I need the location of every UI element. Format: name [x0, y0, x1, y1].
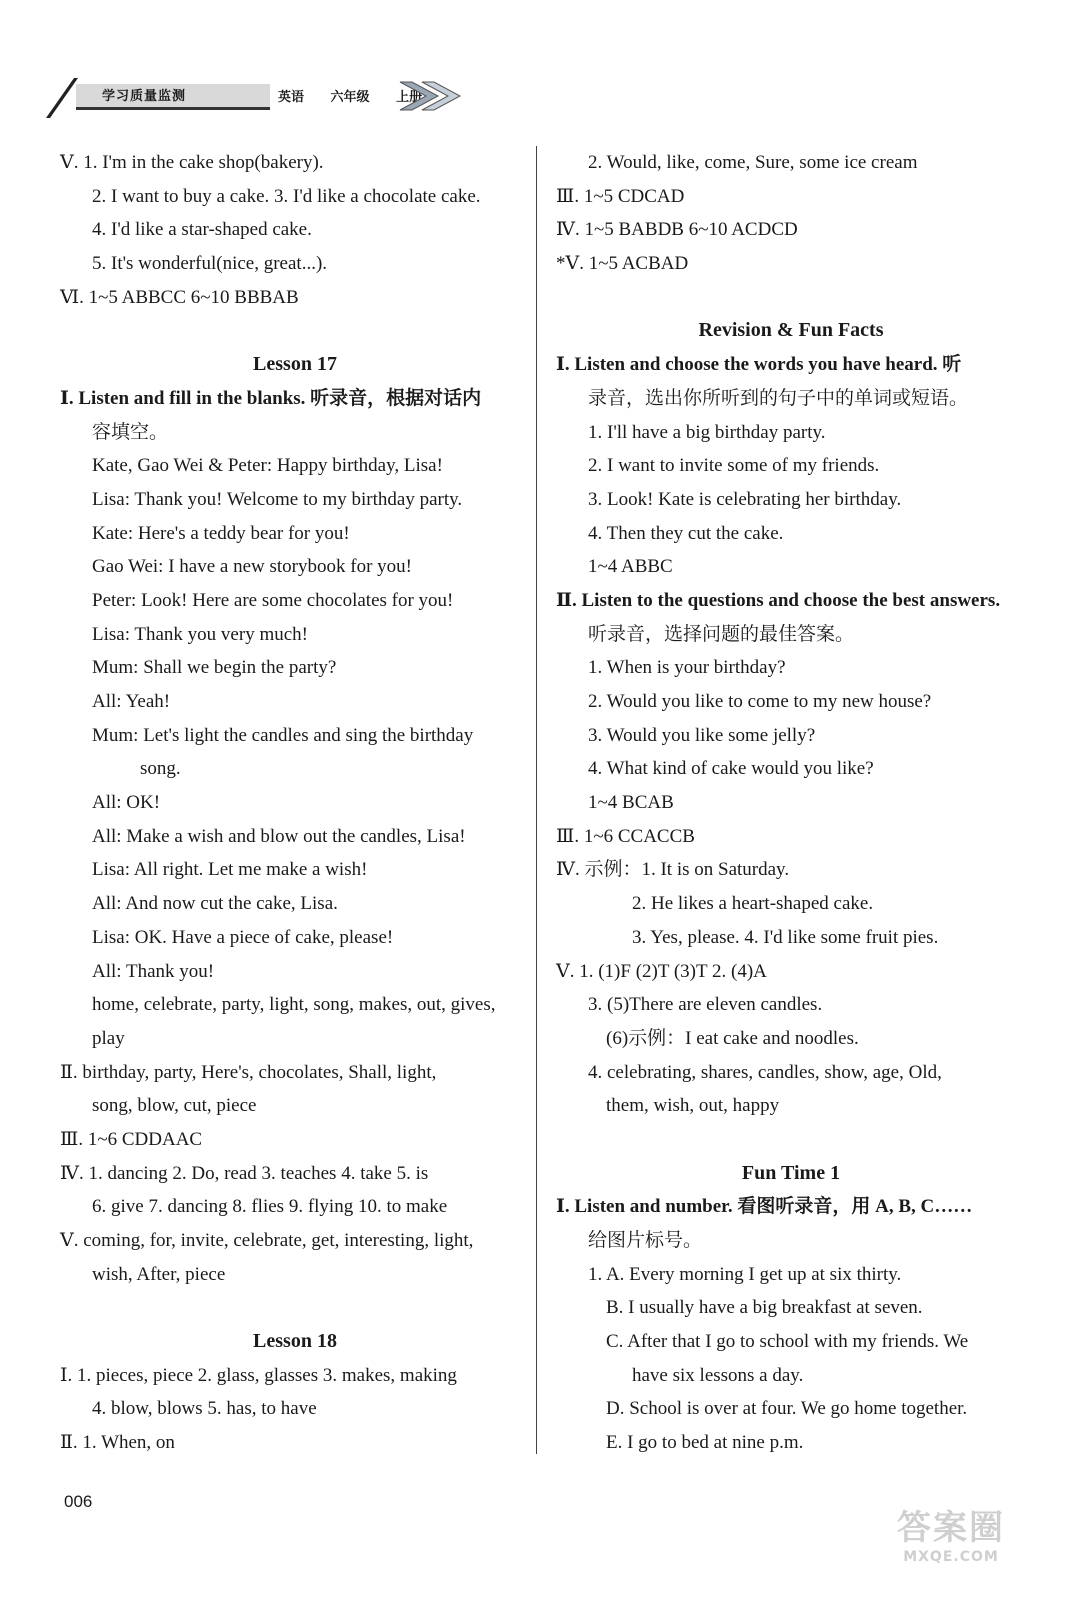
section-heading-lesson-17: Lesson 17 — [253, 353, 337, 376]
answer-line: C. After that I go to school with my friends. We — [606, 1331, 969, 1353]
section-heading-lesson-18: Lesson 18 — [253, 1330, 337, 1353]
answer-line: 4. Then they cut the cake. — [588, 522, 784, 544]
section-heading-revision: Revision & Fun Facts — [698, 319, 884, 342]
dialogue-line: All: Thank you! — [92, 960, 215, 982]
answer-line: B. I usually have a big breakfast at seven. — [606, 1297, 923, 1319]
answer-line: 3. (5)There are eleven candles. — [588, 994, 823, 1016]
answer-line: 3. Look! Kate is celebrating her birthday. — [588, 488, 902, 510]
answer-line: 1. I'll have a big birthday party. — [588, 421, 826, 443]
answer-line: have six lessons a day. — [632, 1364, 804, 1386]
answer-line: Ⅴ. 1. I'm in the cake shop(bakery). — [60, 152, 324, 173]
dialogue-line: song. — [140, 758, 181, 780]
dialogue-line: Lisa: Thank you! Welcome to my birthday party. — [92, 488, 463, 510]
dialogue-line: All: Yeah! — [92, 691, 171, 712]
subject-label: 英语 — [278, 90, 305, 105]
answer-line: 3. Yes, please. 4. I'd like some fruit pies. — [632, 926, 939, 948]
answer-line: 2. Would you like to come to my new house? — [588, 691, 932, 712]
answer-line: 1~4 BCAB — [588, 792, 674, 814]
section-heading-fun-time-1: Fun Time 1 — [741, 1161, 841, 1184]
answer-line: Ⅳ. 1~5 BABDB 6~10 ACDCD — [556, 219, 798, 241]
answer-line: Ⅳ. 示例：1. It is on Saturday. — [556, 859, 790, 881]
left-column — [60, 146, 530, 1460]
dialogue-line: Kate: Here's a teddy bear for you! — [92, 522, 350, 544]
answer-line: E. I go to bed at nine p.m. — [606, 1432, 804, 1454]
answer-line: 5. It's wonderful(nice, great...). — [92, 253, 328, 275]
dialogue-line: All: And now cut the cake, Lisa. — [92, 893, 338, 915]
answer-line: 2. I want to buy a cake. 3. I'd like a chocolate cake. — [92, 185, 481, 207]
dialogue-line: Peter: Look! Here are some chocolates for you! — [92, 589, 454, 611]
question-instruction: 容填空。 — [92, 421, 169, 443]
dialogue-line: Lisa: Thank you very much! — [92, 623, 308, 645]
answer-line: wish, After, piece — [92, 1263, 226, 1285]
answer-line: 2. I want to invite some of my friends. — [588, 455, 880, 477]
answer-line: 3. Would you like some jelly? — [588, 724, 816, 746]
dialogue-line: Lisa: All right. Let me make a wish! — [92, 859, 368, 881]
answer-line: Ⅱ. birthday, party, Here's, chocolates, Shall, light, — [60, 1061, 437, 1083]
answer-line: 2. He likes a heart-shaped cake. — [632, 893, 874, 915]
question-instruction: 听录音，选择问题的最佳答案。 — [588, 623, 855, 645]
answer-line: D. School is over at four. We go home together. — [606, 1398, 968, 1420]
answer-line: Ⅳ. 1. dancing 2. Do, read 3. teaches 4. take 5. is — [60, 1162, 429, 1184]
series-title: 学习质量监测 — [76, 84, 270, 110]
dialogue-line: All: Make a wish and blow out the candles, Lisa! — [92, 825, 466, 847]
answer-line: 4. I'd like a star-shaped cake. — [92, 219, 312, 241]
answer-line: 1. A. Every morning I get up at six thirty. — [588, 1263, 902, 1285]
right-column — [556, 146, 1026, 1460]
answer-line: Ⅲ. 1~6 CDDAAC — [60, 1128, 203, 1150]
answer-line: Ⅴ. coming, for, invite, celebrate, get, interesting, light, — [60, 1230, 474, 1251]
question-instruction: Ⅰ. Listen and choose the words you have heard. 听 — [556, 354, 962, 376]
page-number: 006 — [64, 1492, 93, 1511]
answer-line: (6)示例：I eat cake and noodles. — [606, 1027, 859, 1049]
dialogue-line: All: OK! — [92, 792, 161, 814]
answer-line: play — [92, 1027, 125, 1049]
question-instruction: 录音，选出你所听到的句子中的单词或短语。 — [588, 387, 969, 409]
answer-line: Ⅵ. 1~5 ABBCC 6~10 BBBAB — [60, 286, 299, 308]
question-instruction: Ⅰ. Listen and fill in the blanks. 听录音，根据对话内 — [60, 387, 482, 409]
answer-line: 6. give 7. dancing 8. flies 9. flying 10. to make — [92, 1196, 448, 1218]
answer-line: home, celebrate, party, light, song, makes, out, gives, — [92, 994, 496, 1016]
answer-line: them, wish, out, happy — [606, 1095, 780, 1117]
dialogue-line: Mum: Shall we begin the party? — [92, 657, 337, 679]
dialogue-line: Kate, Gao Wei & Peter: Happy birthday, Lisa! — [92, 455, 443, 477]
page-header — [58, 74, 478, 118]
answer-line: song, blow, cut, piece — [92, 1095, 257, 1117]
question-instruction: Ⅱ. Listen to the questions and choose the best answers. — [556, 589, 1001, 611]
watermark-logo: 答案圈 MXQE.COM — [897, 1508, 1005, 1565]
dialogue-line: Gao Wei: I have a new storybook for you! — [92, 556, 412, 578]
answer-line: 4. What kind of cake would you like? — [588, 758, 874, 780]
question-instruction: Ⅰ. Listen and number. 看图听录音，用 A, B, C…… — [556, 1196, 973, 1218]
answer-line: 1. When is your birthday? — [588, 657, 786, 679]
question-instruction: 给图片标号。 — [588, 1230, 703, 1251]
answer-line: *Ⅴ. 1~5 ACBAD — [556, 253, 689, 275]
answer-line: Ⅰ. 1. pieces, piece 2. glass, glasses 3. makes, making — [60, 1364, 457, 1386]
answer-line: Ⅱ. 1. When, on — [60, 1432, 175, 1454]
answer-line: Ⅲ. 1~5 CDCAD — [556, 185, 685, 207]
dialogue-line: Mum: Let's light the candles and sing the birthday — [92, 724, 474, 746]
answer-line: Ⅲ. 1~6 CCACCB — [556, 825, 695, 847]
answer-line: 2. Would, like, come, Sure, some ice cream — [588, 152, 918, 173]
answer-line: 1~4 ABBC — [588, 556, 673, 578]
chevrons-icon — [396, 78, 476, 114]
answer-line: Ⅴ. 1. (1)F (2)T (3)T 2. (4)A — [556, 960, 767, 982]
volume-label: 上册 — [396, 90, 423, 105]
answer-line: 4. celebrating, shares, candles, show, age, Old, — [588, 1061, 942, 1083]
grade-label: 六年级 — [330, 90, 370, 105]
column-divider — [536, 146, 537, 1454]
answer-line: 4. blow, blows 5. has, to have — [92, 1398, 317, 1420]
dialogue-line: Lisa: OK. Have a piece of cake, please! — [92, 926, 394, 948]
